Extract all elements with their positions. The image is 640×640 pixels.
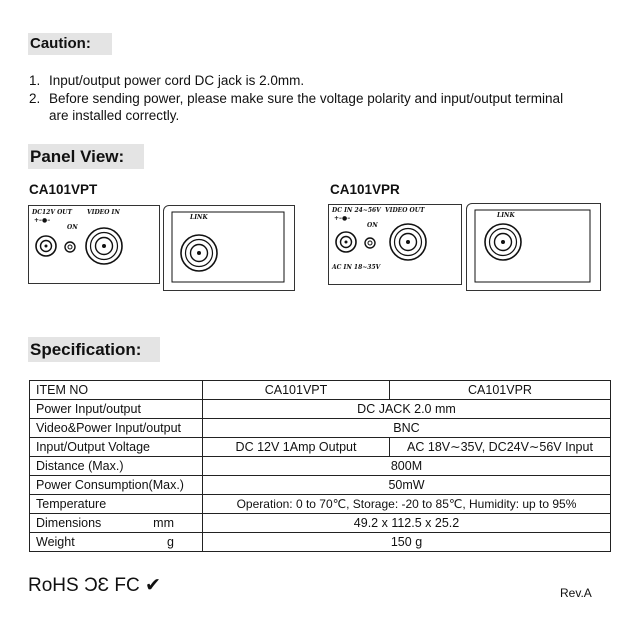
header-item-no: ITEM NO (30, 381, 203, 400)
item-text: Before sending power, please make sure the voltage polarity and input/output terminal (49, 90, 564, 106)
ca101vpt-rear-panel (163, 205, 295, 291)
header-ca101vpt: CA101VPT (203, 381, 390, 400)
specification-table (29, 380, 611, 552)
row-label: Distance (Max.) (30, 457, 203, 476)
connector-diagram (329, 205, 461, 284)
caution-item (29, 72, 563, 90)
video-in-label: VIDEO IN (87, 209, 120, 216)
table-row (30, 476, 611, 495)
row-label-cell (30, 533, 203, 552)
ca101vpr-rear-panel (466, 203, 601, 291)
connector-diagram (164, 206, 294, 290)
row-unit: mm (153, 516, 174, 530)
dc-out-label: DC12V OUT (32, 209, 72, 216)
row-label: Temperature (30, 495, 203, 514)
ac-in-label: AC IN 18~35V (332, 264, 381, 271)
row-label: Power Consumption(Max.) (30, 476, 203, 495)
dc-jack-icon (36, 236, 56, 256)
dc-jack-icon (336, 232, 356, 252)
row-value: 49.2 x 112.5 x 25.2 (203, 514, 611, 533)
link-label: LINK (497, 212, 515, 219)
item-text: Input/output power cord DC jack is 2.0mm. (49, 73, 305, 88)
row-value: DC JACK 2.0 mm (203, 400, 611, 419)
item-number: 2. (29, 90, 41, 106)
model-title-right: CA101VPR (330, 182, 400, 197)
caution-list (29, 72, 563, 125)
bnc-connector-icon (485, 224, 521, 260)
connector-diagram (467, 204, 600, 290)
row-value: 800M (203, 457, 611, 476)
link-label: LINK (190, 214, 208, 221)
row-value: Operation: 0 to 70℃, Storage: -20 to 85℃, Humidity: up to 95% (203, 495, 611, 514)
row-label: Input/Output Voltage (30, 438, 203, 457)
bnc-connector-icon (181, 235, 217, 271)
on-label: ON (67, 224, 78, 231)
item-text-continued: are installed correctly. (49, 108, 180, 123)
row-value: 150 g (203, 533, 611, 552)
table-row (30, 400, 611, 419)
row-value-ca101vpt: DC 12V 1Amp Output (203, 438, 390, 457)
row-label: Power Input/output (30, 400, 203, 419)
row-value: BNC (203, 419, 611, 438)
model-title-left: CA101VPT (29, 182, 98, 197)
ca101vpt-front-panel (28, 205, 160, 284)
revision-label: Rev.A (560, 586, 592, 600)
table-row (30, 419, 611, 438)
panel-frame (475, 210, 590, 282)
bnc-connector-icon (86, 228, 122, 264)
row-value-ca101vpr: AC 18V∼35V, DC24V∼56V Input (390, 438, 611, 457)
connector-diagram (29, 206, 159, 283)
table-header-row (30, 381, 611, 400)
table-row (30, 438, 611, 457)
header-ca101vpr: CA101VPR (390, 381, 611, 400)
table-row (30, 514, 611, 533)
row-label: Dimensions (36, 516, 102, 530)
caution-item (29, 90, 563, 108)
on-label: ON (367, 222, 378, 229)
video-out-label: VIDEO OUT (385, 207, 425, 214)
ca101vpr-front-panel (328, 204, 462, 285)
polarity-icon: +–●– (334, 215, 351, 222)
certification-logos: RoHS ƆƐ FC ✔ (28, 575, 161, 596)
table-row (30, 533, 611, 552)
item-number: 1. (29, 73, 41, 88)
led-icon (65, 242, 75, 252)
panel-view-heading: Panel View: (28, 144, 144, 169)
dc-in-label: DC IN 24~56V (332, 207, 381, 214)
caution-heading: Caution: (28, 33, 112, 55)
row-unit: g (167, 535, 174, 549)
led-icon (365, 238, 375, 248)
row-value: 50mW (203, 476, 611, 495)
row-label-cell (30, 514, 203, 533)
specification-heading: Specification: (28, 337, 160, 362)
polarity-icon: +–●– (34, 217, 51, 224)
row-label: Weight (36, 535, 75, 549)
panel-frame (172, 212, 284, 282)
table-row (30, 495, 611, 514)
table-row (30, 457, 611, 476)
bnc-connector-icon (390, 224, 426, 260)
row-label: Video&Power Input/output (30, 419, 203, 438)
